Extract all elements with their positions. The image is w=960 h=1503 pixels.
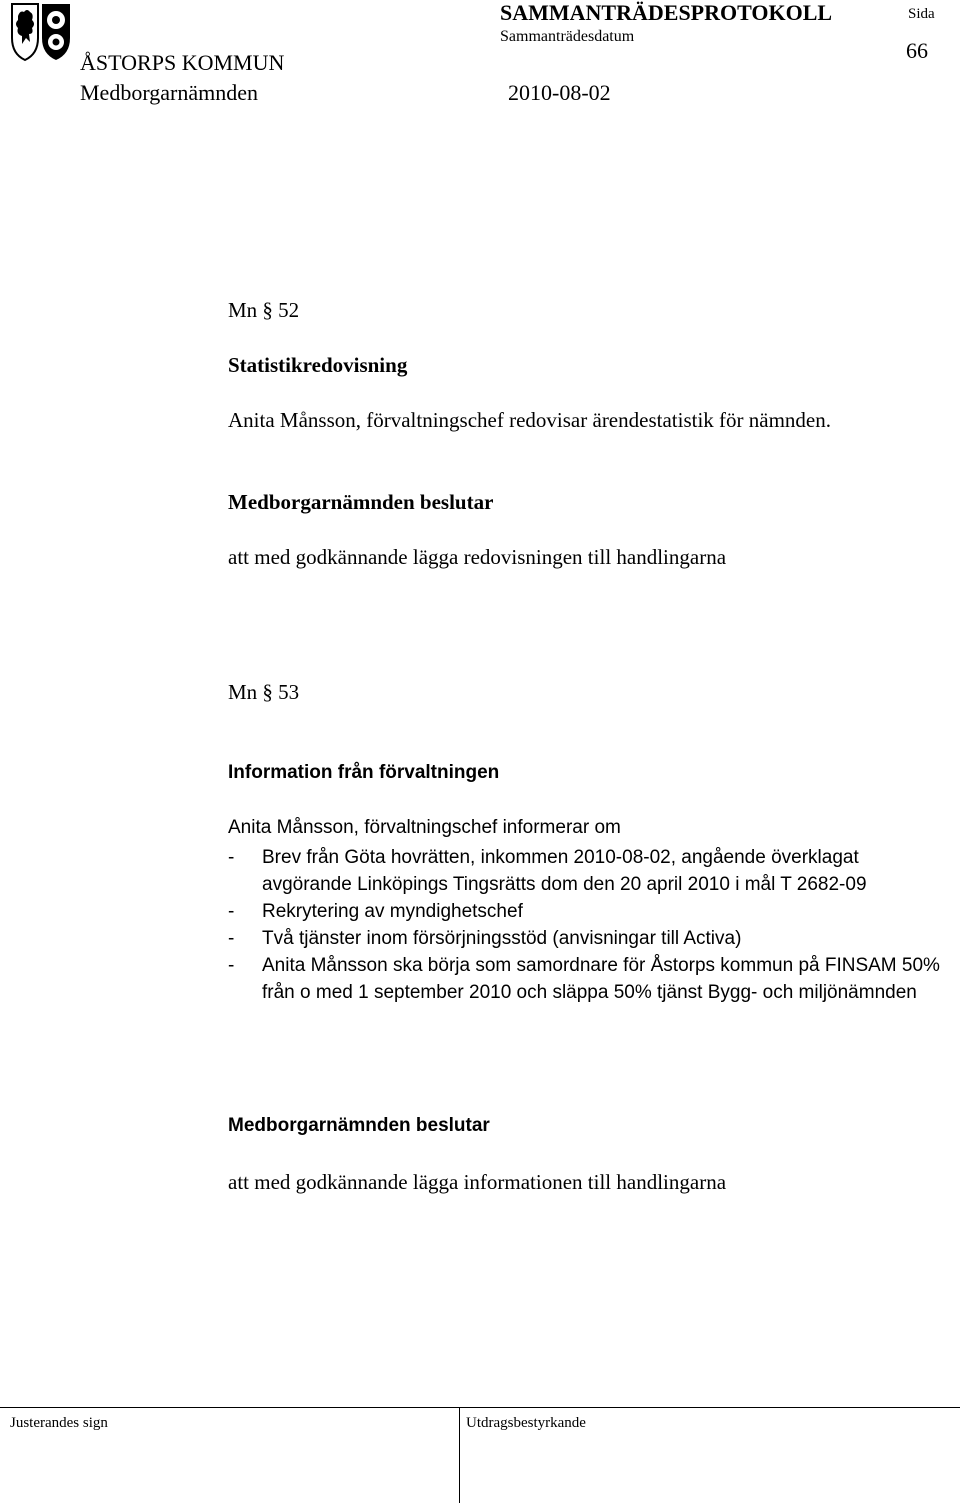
list-item: - Brev från Göta hovrätten, inkommen 2010-08-02, angående överklagat avgörande Linköpings Tingsrätts dom den 20 april 2010 i mål T 2682-09 — [228, 847, 867, 895]
list-item: - Rekrytering av myndighetschef — [228, 901, 523, 922]
list-item: - Två tjänster inom försörjningsstöd (anvisningar till Activa) — [228, 928, 742, 949]
section-heading-52: Statistikredovisning — [228, 353, 408, 377]
committee-name: Medborgarnämnden — [80, 80, 258, 105]
section-intro-53: Anita Månsson, förvaltningschef informerar om — [228, 817, 621, 838]
municipality-name: ÅSTORPS KOMMUN — [80, 50, 285, 75]
decision-heading-53: Medborgarnämnden beslutar — [228, 1115, 490, 1136]
meeting-date-label: Sammanträdesdatum — [500, 28, 635, 45]
footer-divider-line — [0, 1407, 960, 1408]
section-text-52: Anita Månsson, förvaltningschef redovisar ärendestatistik för nämnden. — [228, 408, 832, 432]
information-list — [228, 844, 948, 1006]
municipal-coat-of-arms-icon — [10, 2, 72, 62]
paragraph-ref-52: Mn § 52 — [228, 298, 300, 322]
decision-text-52: att med godkännande lägga redovisningen till handlingarna — [228, 545, 727, 569]
page-number: 66 — [906, 38, 928, 63]
list-item: - Anita Månsson ska börja som samordnare för Åstorps kommun på FINSAM 50% från o med 1 september 2010 och släppa 50% tjänst Bygg- och miljönämnden — [228, 955, 940, 1003]
paragraph-ref-53: Mn § 53 — [228, 680, 300, 704]
decision-text-53: att med godkännande lägga informationen till handlingarna — [228, 1170, 727, 1194]
decision-heading-52: Medborgarnämnden beslutar — [228, 490, 494, 514]
extract-certification-label: Utdragsbestyrkande — [466, 1415, 586, 1431]
footer-column-divider — [459, 1407, 460, 1503]
document-title: SAMMANTRÄDESPROTOKOLL — [500, 0, 833, 25]
section-heading-53: Information från förvaltningen — [228, 762, 500, 783]
signature-label: Justerandes sign — [10, 1415, 108, 1431]
page-label: Sida — [908, 6, 935, 22]
meeting-date: 2010-08-02 — [508, 80, 611, 105]
